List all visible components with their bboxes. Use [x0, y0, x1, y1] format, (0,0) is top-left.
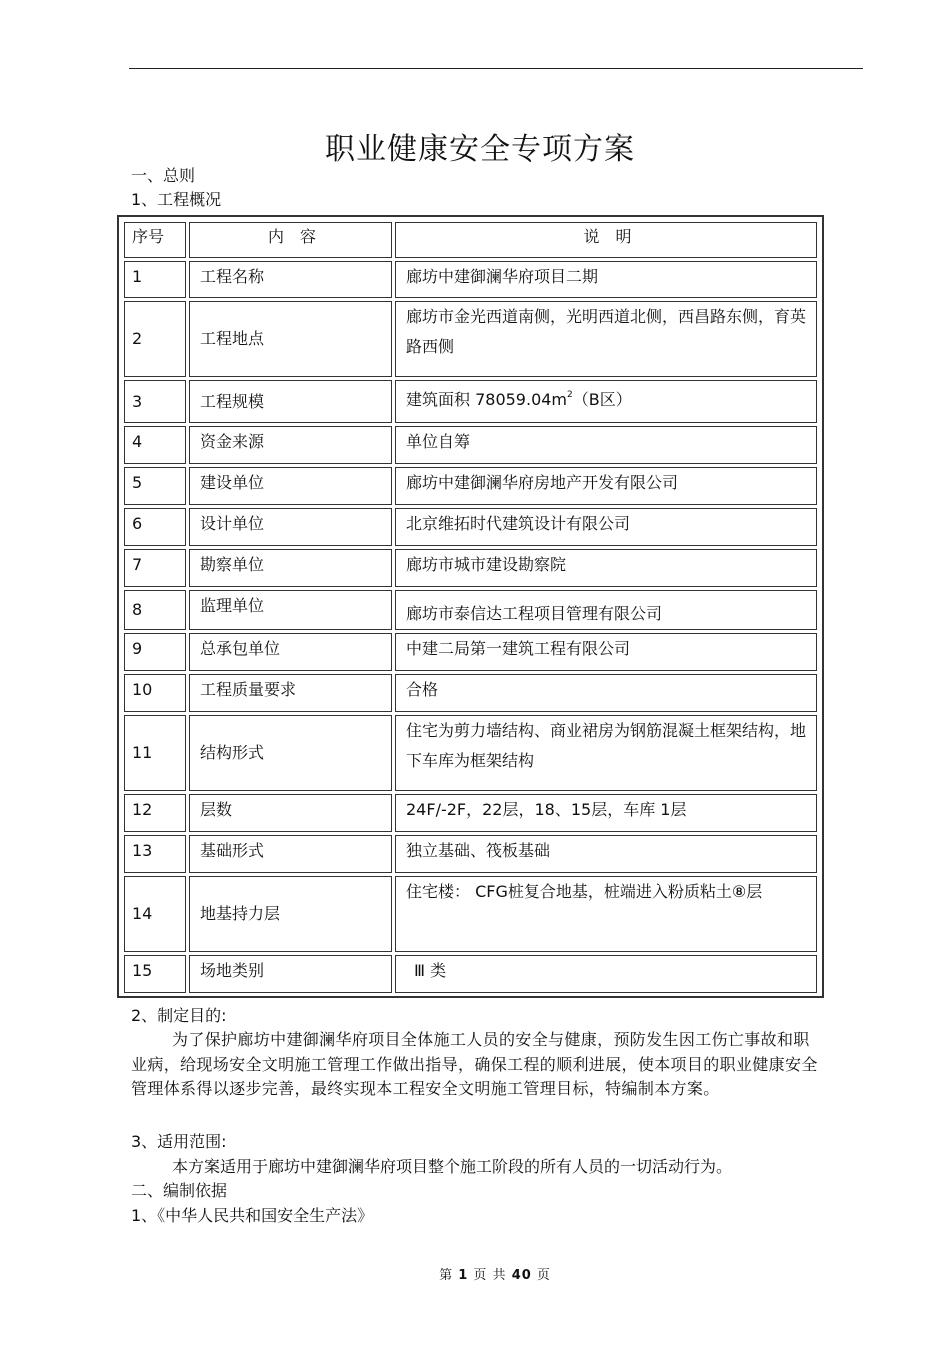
section-heading-basis: 二、编制依据: [131, 1181, 228, 1200]
cell-no: 1: [124, 261, 186, 298]
cell-item: 建设单位: [189, 467, 392, 505]
cell-no: 10: [124, 674, 186, 712]
cell-no: 4: [124, 426, 186, 464]
cell-desc: [395, 380, 817, 423]
scope-paragraph: 本方案适用于廊坊中建御澜华府项目整个施工阶段的所有人员的一切活动行为。: [172, 1157, 733, 1176]
project-overview-table: [117, 215, 824, 998]
page-footer: [0, 1264, 950, 1283]
section-heading-general: 一、总则: [131, 166, 196, 185]
cell-no: 15: [124, 955, 186, 993]
cell-no: 3: [124, 380, 186, 423]
header-content: 内 容: [189, 222, 392, 258]
table-header-row: [124, 222, 817, 258]
footer-total-pages: 40: [511, 1268, 532, 1283]
cell-desc: 独立基础、筏板基础: [395, 835, 817, 873]
table-row: [124, 549, 817, 587]
table-row: [124, 955, 817, 993]
cell-no: 5: [124, 467, 186, 505]
cell-item: 场地类别: [189, 955, 392, 993]
cell-no: 7: [124, 549, 186, 587]
cell-item: 工程名称: [189, 261, 392, 298]
purpose-paragraph: 为了保护廊坊中建御澜华府项目全体施工人员的安全与健康，预防发生因工伤亡事故和职业病，给现场安全文明施工管理工作做出指导，确保工程的顺利进展，使本项目的职业健康安全管理体系得以逐步完善，最终实现本工程安全文明施工管理目标，特编制本方案。: [131, 1030, 818, 1098]
table-row: [124, 508, 817, 546]
cell-no: 14: [124, 876, 186, 952]
table-row: [124, 590, 817, 630]
header-rule: [129, 68, 863, 69]
basis-item-1: 1、《中华人民共和国安全生产法》: [131, 1206, 374, 1225]
table-row: [124, 794, 817, 832]
cell-item: 勘察单位: [189, 549, 392, 587]
cell-no: 11: [124, 715, 186, 791]
cell-no: 12: [124, 794, 186, 832]
cell-no: 2: [124, 301, 186, 377]
cell-desc: 单位自筹: [395, 426, 817, 464]
cell-no: 13: [124, 835, 186, 873]
cell-item: 工程地点: [189, 301, 392, 377]
cell-desc: 合格: [395, 674, 817, 712]
table-row: [124, 261, 817, 298]
cell-item: 监理单位: [189, 590, 392, 630]
cell-item: 层数: [189, 794, 392, 832]
cell-item: 工程质量要求: [189, 674, 392, 712]
table-row: [124, 467, 817, 505]
document-title: 职业健康安全专项方案: [325, 132, 635, 167]
cell-item: 基础形式: [189, 835, 392, 873]
cell-desc: 廊坊中建御澜华府项目二期: [395, 261, 817, 298]
table-row: [124, 674, 817, 712]
footer-suffix: 页: [536, 1268, 551, 1283]
header-no: 序号: [124, 222, 186, 258]
cell-desc: 廊坊市金光西道南侧，光明西道北侧，西昌路东侧，育英路西侧: [395, 301, 817, 377]
cell-desc: 北京维拓时代建筑设计有限公司: [395, 508, 817, 546]
cell-desc: 住宅为剪力墙结构、商业裙房为钢筋混凝土框架结构，地下车库为框架结构: [395, 715, 817, 791]
table-row: [124, 426, 817, 464]
cell-desc: 中建二局第一建筑工程有限公司: [395, 633, 817, 671]
cell-desc: 住宅楼： CFG桩复合地基，桩端进入粉质粘土⑧层: [395, 876, 817, 952]
cell-no: 8: [124, 590, 186, 630]
cell-desc: 廊坊中建御澜华府房地产开发有限公司: [395, 467, 817, 505]
area-zone: （B区）: [572, 390, 632, 409]
cell-item: 资金来源: [189, 426, 392, 464]
cell-no: 6: [124, 508, 186, 546]
area-unit-superscript: 2: [567, 390, 573, 400]
cell-item: 结构形式: [189, 715, 392, 791]
table-row: [124, 633, 817, 671]
subheading-purpose: 2、制定目的:: [131, 1006, 227, 1025]
footer-prefix: 第: [439, 1268, 454, 1283]
cell-desc: 廊坊市泰信达工程项目管理有限公司: [395, 590, 817, 630]
cell-item: 地基持力层: [189, 876, 392, 952]
table-row: [124, 301, 817, 377]
cell-item: 工程规模: [189, 380, 392, 423]
cell-desc: 廊坊市城市建设勘察院: [395, 549, 817, 587]
footer-page-number: 1: [458, 1268, 469, 1283]
cell-item: 设计单位: [189, 508, 392, 546]
cell-no: 9: [124, 633, 186, 671]
footer-mid: 页 共: [473, 1268, 507, 1283]
table-row: [124, 835, 817, 873]
area-value: 建筑面积 78059.04m: [406, 390, 568, 409]
cell-desc: 24F/-2F，22层，18、15层，车库 1层: [395, 794, 817, 832]
cell-desc: Ⅲ 类: [395, 955, 817, 993]
table-row: [124, 715, 817, 791]
subheading-scope: 3、适用范围:: [131, 1132, 227, 1151]
table-row: [124, 380, 817, 423]
subheading-project-overview: 1、工程概况: [131, 190, 222, 209]
cell-item: 总承包单位: [189, 633, 392, 671]
table-row: [124, 876, 817, 952]
header-description: 说 明: [395, 222, 817, 258]
